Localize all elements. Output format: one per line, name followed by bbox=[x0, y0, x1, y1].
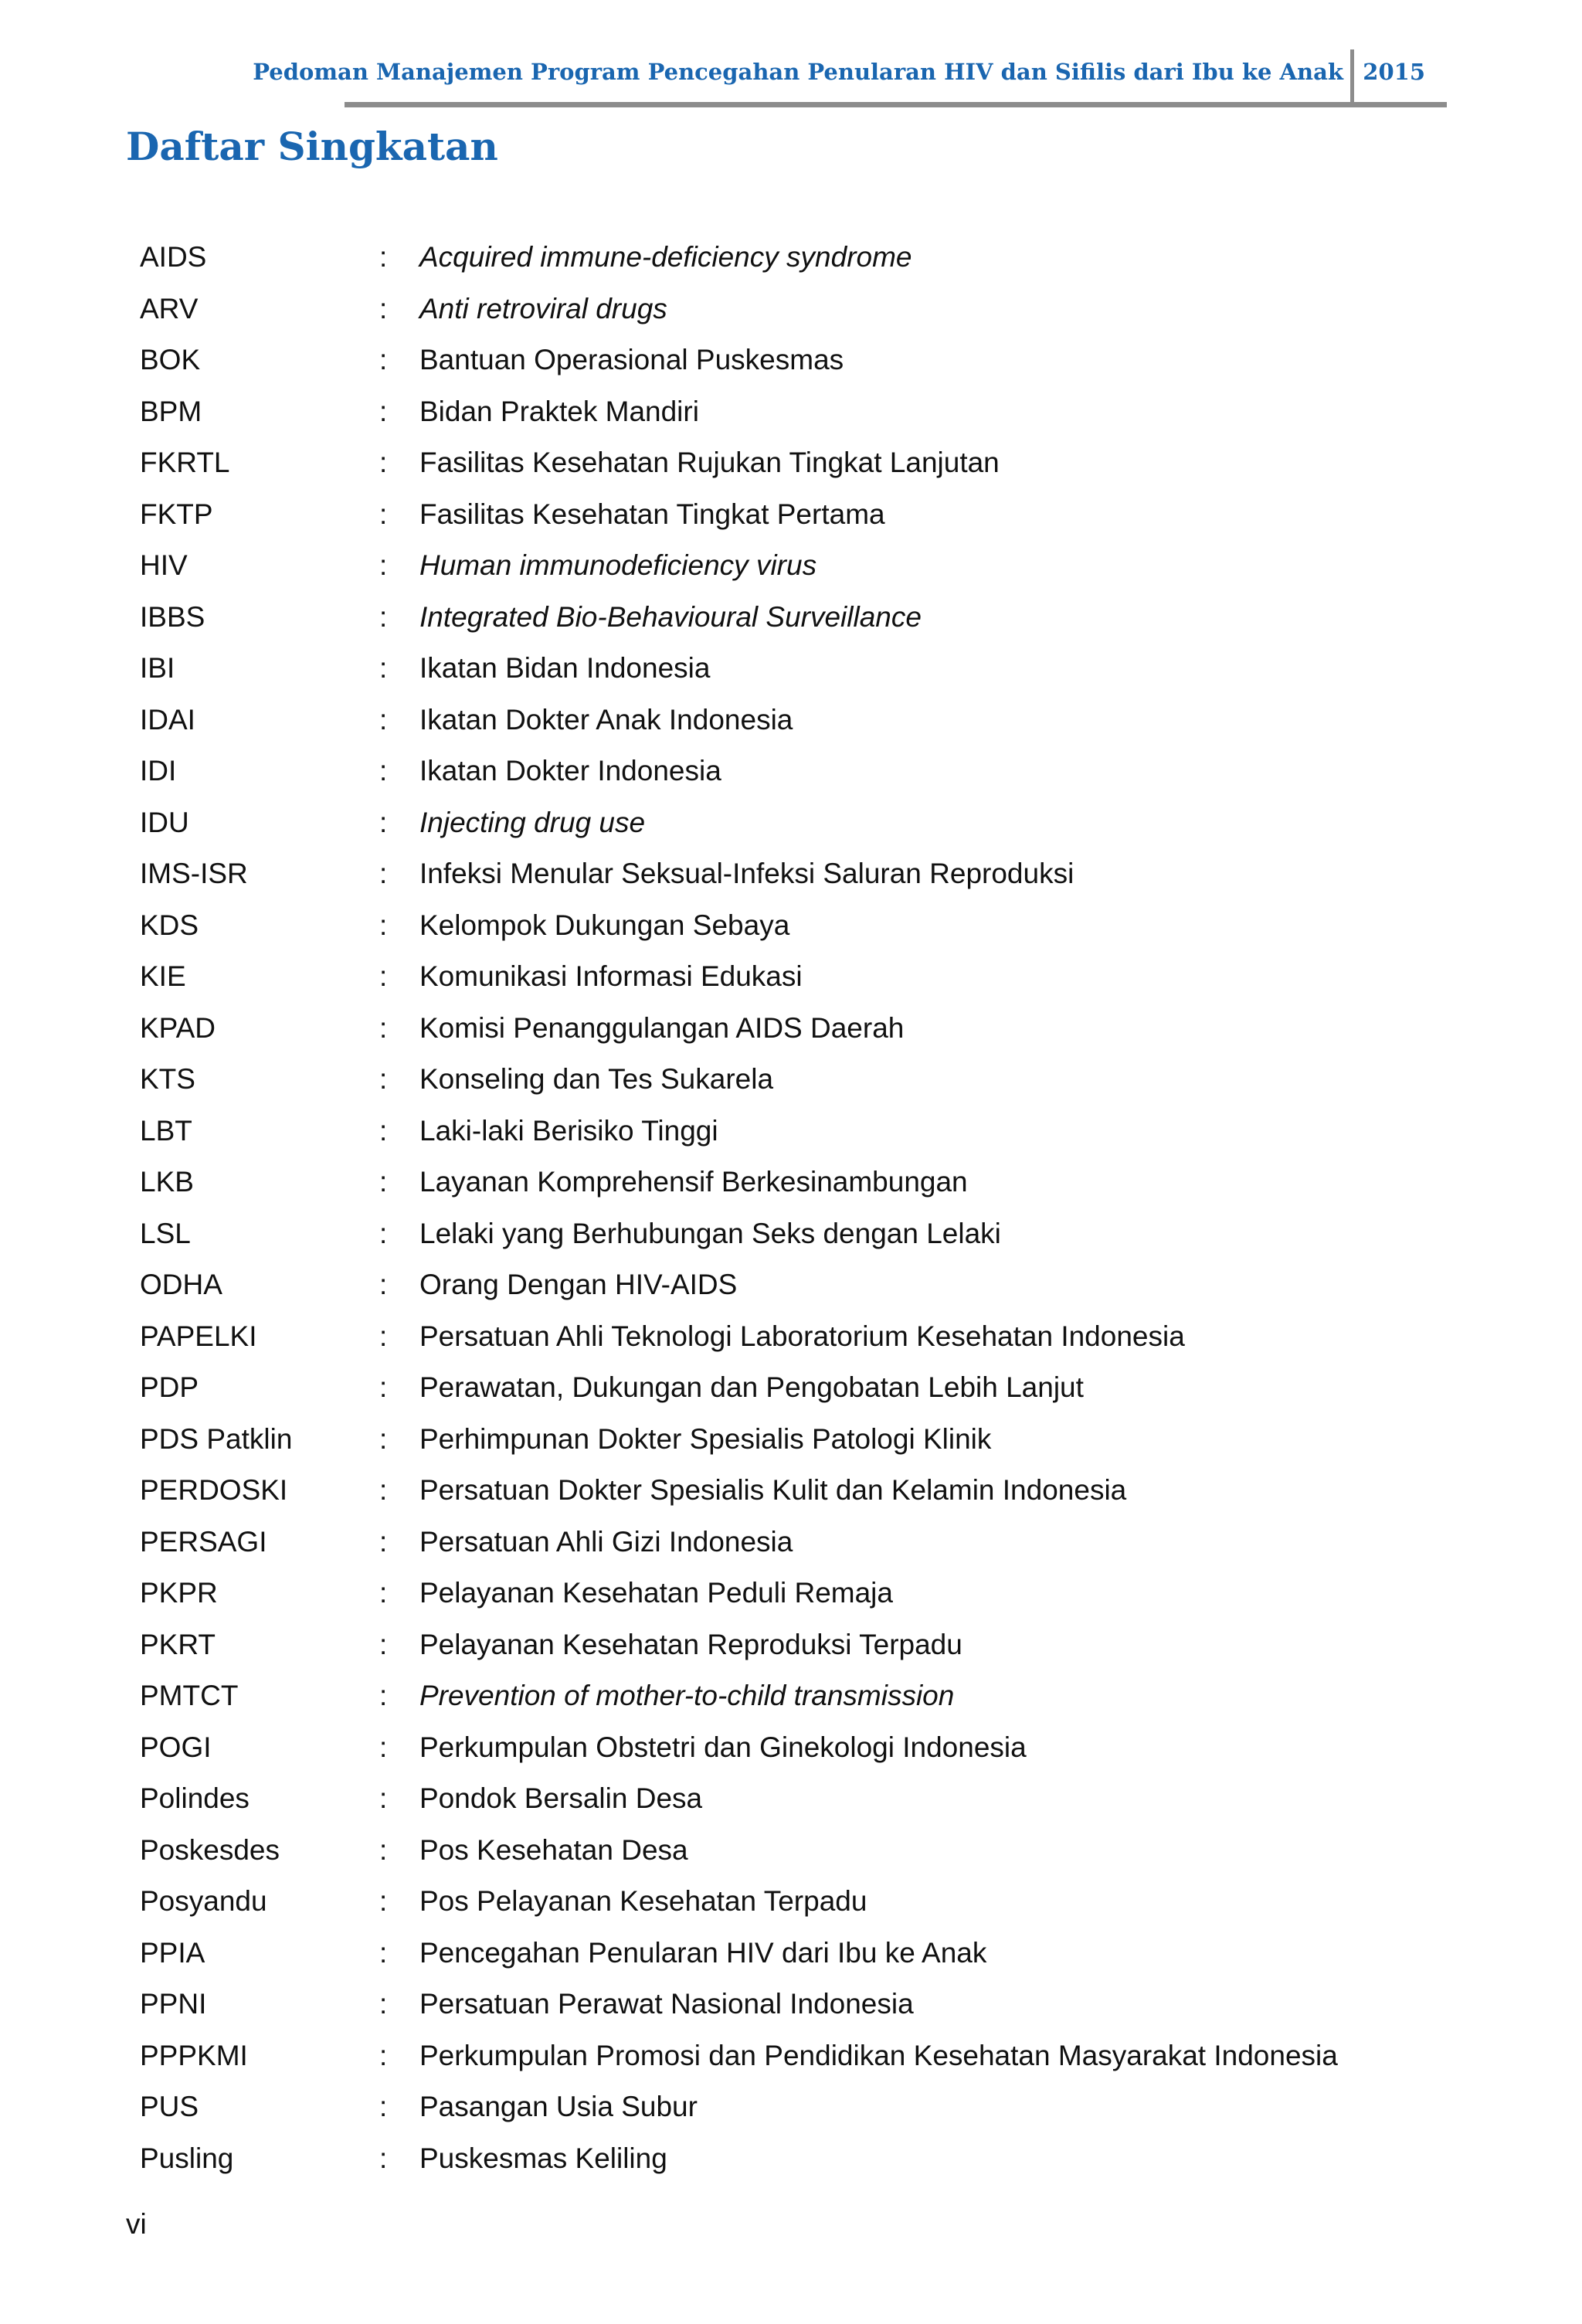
abbreviation-term: ARV bbox=[140, 292, 199, 324]
abbreviation-row bbox=[140, 1003, 1453, 1055]
abbreviation-separator: : bbox=[379, 960, 388, 993]
abbreviation-term: PPNI bbox=[140, 1988, 207, 2020]
abbreviation-term: ODHA bbox=[140, 1269, 222, 1301]
abbreviation-separator: : bbox=[379, 498, 388, 530]
abbreviation-term: IDAI bbox=[140, 703, 195, 736]
abbreviation-separator: : bbox=[379, 1320, 388, 1352]
abbreviation-row bbox=[140, 592, 1453, 644]
abbreviation-separator: : bbox=[379, 1833, 388, 1866]
abbreviation-term: PDS Patklin bbox=[140, 1422, 293, 1455]
abbreviation-definition: Persatuan Perawat Nasional Indonesia bbox=[419, 1988, 914, 2020]
abbreviation-term: KIE bbox=[140, 960, 186, 993]
abbreviation-term: LSL bbox=[140, 1217, 191, 1249]
abbreviation-separator: : bbox=[379, 1422, 388, 1455]
abbreviation-separator: : bbox=[379, 909, 388, 941]
abbreviation-row bbox=[140, 386, 1453, 438]
abbreviation-separator: : bbox=[379, 1525, 388, 1558]
abbreviation-definition: Ikatan Bidan Indonesia bbox=[419, 652, 711, 685]
abbreviation-separator: : bbox=[379, 1885, 388, 1918]
abbreviation-term: IDI bbox=[140, 755, 177, 787]
abbreviation-definition: Pelayanan Kesehatan Peduli Remaja bbox=[419, 1577, 893, 1609]
abbreviation-term: PERDOSKI bbox=[140, 1474, 288, 1507]
abbreviation-separator: : bbox=[379, 241, 388, 274]
abbreviation-row bbox=[140, 2133, 1453, 2185]
running-header-separator bbox=[1350, 49, 1354, 102]
abbreviation-row bbox=[140, 1619, 1453, 1671]
abbreviation-row bbox=[140, 1054, 1453, 1106]
running-header-title: Pedoman Manajemen Program Pencegahan Penularan HIV dan Sifilis dari Ibu ke Anak bbox=[253, 59, 1343, 85]
page-number: vi bbox=[126, 2208, 147, 2240]
abbreviation-definition: Layanan Komprehensif Berkesinambungan bbox=[419, 1166, 968, 1198]
abbreviation-term: POGI bbox=[140, 1731, 212, 1763]
running-header bbox=[253, 46, 1447, 108]
abbreviation-row bbox=[140, 2030, 1453, 2082]
abbreviation-definition: Pos Kesehatan Desa bbox=[419, 1833, 688, 1866]
abbreviation-row bbox=[140, 848, 1453, 900]
abbreviation-definition: Pondok Bersalin Desa bbox=[419, 1782, 703, 1815]
abbreviation-definition: Pelayanan Kesehatan Reproduksi Terpadu bbox=[419, 1628, 962, 1660]
abbreviation-row bbox=[140, 746, 1453, 797]
abbreviation-definition: Perkumpulan Obstetri dan Ginekologi Indonesia bbox=[419, 1731, 1027, 1763]
abbreviation-term: Posyandu bbox=[140, 1885, 267, 1918]
abbreviation-separator: : bbox=[379, 1217, 388, 1249]
abbreviation-term: PMTCT bbox=[140, 1680, 239, 1712]
abbreviation-term: PPPKMI bbox=[140, 2039, 248, 2071]
abbreviation-definition: Integrated Bio-Behavioural Surveillance bbox=[419, 600, 922, 633]
abbreviation-term: IBI bbox=[140, 652, 175, 685]
abbreviation-separator: : bbox=[379, 2039, 388, 2071]
abbreviation-definition: Kelompok Dukungan Sebaya bbox=[419, 909, 790, 941]
abbreviation-definition: Persatuan Ahli Gizi Indonesia bbox=[419, 1525, 793, 1558]
abbreviation-separator: : bbox=[379, 1680, 388, 1712]
abbreviation-separator: : bbox=[379, 755, 388, 787]
abbreviation-separator: : bbox=[379, 1577, 388, 1609]
abbreviation-definition: Komunikasi Informasi Edukasi bbox=[419, 960, 803, 993]
abbreviation-term: HIV bbox=[140, 549, 188, 582]
abbreviation-term: KPAD bbox=[140, 1011, 216, 1044]
abbreviation-definition: Bantuan Operasional Puskesmas bbox=[419, 344, 844, 376]
abbreviation-term: KTS bbox=[140, 1063, 195, 1096]
abbreviation-row bbox=[140, 1722, 1453, 1774]
abbreviation-definition: Infeksi Menular Seksual-Infeksi Saluran Reproduksi bbox=[419, 858, 1074, 890]
abbreviation-row bbox=[140, 1928, 1453, 1979]
abbreviation-definition: Laki-laki Berisiko Tinggi bbox=[419, 1114, 718, 1147]
abbreviation-row bbox=[140, 1208, 1453, 1260]
abbreviation-definition: Orang Dengan HIV-AIDS bbox=[419, 1269, 738, 1301]
abbreviation-row bbox=[140, 1825, 1453, 1877]
abbreviation-separator: : bbox=[379, 1474, 388, 1507]
abbreviation-separator: : bbox=[379, 395, 388, 427]
abbreviation-separator: : bbox=[379, 344, 388, 376]
abbreviation-definition: Injecting drug use bbox=[419, 806, 646, 838]
abbreviation-term: LBT bbox=[140, 1114, 192, 1147]
abbreviation-row bbox=[140, 232, 1453, 284]
abbreviation-term: IDU bbox=[140, 806, 189, 838]
abbreviation-row bbox=[140, 951, 1453, 1003]
abbreviation-separator: : bbox=[379, 652, 388, 685]
abbreviation-definition: Acquired immune-deficiency syndrome bbox=[419, 241, 912, 274]
abbreviation-definition: Perhimpunan Dokter Spesialis Patologi Klinik bbox=[419, 1422, 992, 1455]
abbreviation-separator: : bbox=[379, 1936, 388, 1969]
abbreviation-separator: : bbox=[379, 1782, 388, 1815]
abbreviation-row bbox=[140, 695, 1453, 746]
abbreviation-row bbox=[140, 335, 1453, 386]
abbreviation-definition: Pencegahan Penularan HIV dari Ibu ke Anak bbox=[419, 1936, 987, 1969]
abbreviation-row bbox=[140, 1876, 1453, 1928]
abbreviation-row bbox=[140, 900, 1453, 952]
abbreviation-definition: Komisi Penanggulangan AIDS Daerah bbox=[419, 1011, 905, 1044]
abbreviation-row bbox=[140, 1259, 1453, 1311]
abbreviation-separator: : bbox=[379, 549, 388, 582]
abbreviation-list bbox=[140, 232, 1453, 2184]
page-title: Daftar Singkatan bbox=[126, 124, 498, 169]
running-header-year: 2015 bbox=[1363, 59, 1425, 85]
abbreviation-term: AIDS bbox=[140, 241, 207, 274]
abbreviation-separator: : bbox=[379, 806, 388, 838]
abbreviation-separator: : bbox=[379, 2091, 388, 2123]
abbreviation-term: PKRT bbox=[140, 1628, 216, 1660]
abbreviation-definition: Human immunodeficiency virus bbox=[419, 549, 817, 582]
abbreviation-term: PPIA bbox=[140, 1936, 205, 1969]
abbreviation-definition: Puskesmas Keliling bbox=[419, 2142, 667, 2174]
abbreviation-term: Pusling bbox=[140, 2142, 234, 2174]
abbreviation-row bbox=[140, 643, 1453, 695]
abbreviation-separator: : bbox=[379, 858, 388, 890]
abbreviation-term: PERSAGI bbox=[140, 1525, 267, 1558]
abbreviation-term: KDS bbox=[140, 909, 199, 941]
abbreviation-separator: : bbox=[379, 1114, 388, 1147]
abbreviation-row bbox=[140, 1465, 1453, 1517]
abbreviation-separator: : bbox=[379, 703, 388, 736]
abbreviation-definition: Persatuan Dokter Spesialis Kulit dan Kelamin Indonesia bbox=[419, 1474, 1127, 1507]
abbreviation-term: BPM bbox=[140, 395, 202, 427]
abbreviation-row bbox=[140, 1979, 1453, 2030]
abbreviation-row bbox=[140, 1517, 1453, 1568]
abbreviation-definition: Perkumpulan Promosi dan Pendidikan Kesehatan Masyarakat Indonesia bbox=[419, 2039, 1338, 2071]
abbreviation-term: PAPELKI bbox=[140, 1320, 257, 1352]
abbreviation-term: FKRTL bbox=[140, 447, 230, 479]
abbreviation-row bbox=[140, 1362, 1453, 1414]
abbreviation-definition: Pos Pelayanan Kesehatan Terpadu bbox=[419, 1885, 867, 1918]
abbreviation-row bbox=[140, 1311, 1453, 1363]
abbreviation-separator: : bbox=[379, 1011, 388, 1044]
abbreviation-definition: Bidan Praktek Mandiri bbox=[419, 395, 699, 427]
abbreviation-row bbox=[140, 437, 1453, 489]
abbreviation-definition: Fasilitas Kesehatan Rujukan Tingkat Lanjutan bbox=[419, 447, 1000, 479]
abbreviation-row bbox=[140, 540, 1453, 592]
abbreviation-row bbox=[140, 797, 1453, 849]
abbreviation-term: IMS-ISR bbox=[140, 858, 248, 890]
abbreviation-definition: Anti retroviral drugs bbox=[419, 292, 667, 324]
abbreviation-row bbox=[140, 489, 1453, 541]
abbreviation-definition: Fasilitas Kesehatan Tingkat Pertama bbox=[419, 498, 885, 530]
abbreviation-term: BOK bbox=[140, 344, 201, 376]
abbreviation-separator: : bbox=[379, 1269, 388, 1301]
abbreviation-definition: Prevention of mother-to-child transmission bbox=[419, 1680, 955, 1712]
abbreviation-term: Polindes bbox=[140, 1782, 250, 1815]
abbreviation-definition: Lelaki yang Berhubungan Seks dengan Lelaki bbox=[419, 1217, 1001, 1249]
abbreviation-definition: Perawatan, Dukungan dan Pengobatan Lebih Lanjut bbox=[419, 1371, 1084, 1404]
abbreviation-row bbox=[140, 1414, 1453, 1466]
running-header-rule bbox=[345, 102, 1447, 107]
abbreviation-row bbox=[140, 1106, 1453, 1157]
abbreviation-separator: : bbox=[379, 1731, 388, 1763]
abbreviation-term: PUS bbox=[140, 2091, 199, 2123]
abbreviation-term: LKB bbox=[140, 1166, 194, 1198]
abbreviation-separator: : bbox=[379, 292, 388, 324]
abbreviation-separator: : bbox=[379, 447, 388, 479]
abbreviation-term: PKPR bbox=[140, 1577, 218, 1609]
abbreviation-definition: Pasangan Usia Subur bbox=[419, 2091, 698, 2123]
abbreviation-separator: : bbox=[379, 1371, 388, 1404]
abbreviation-row bbox=[140, 2081, 1453, 2133]
abbreviation-term: IBBS bbox=[140, 600, 205, 633]
abbreviation-term: FKTP bbox=[140, 498, 213, 530]
abbreviation-separator: : bbox=[379, 1166, 388, 1198]
abbreviation-separator: : bbox=[379, 1063, 388, 1096]
abbreviation-separator: : bbox=[379, 2142, 388, 2174]
abbreviation-term: Poskesdes bbox=[140, 1833, 280, 1866]
abbreviation-row bbox=[140, 1157, 1453, 1208]
abbreviation-definition: Konseling dan Tes Sukarela bbox=[419, 1063, 774, 1096]
abbreviation-row bbox=[140, 1568, 1453, 1619]
abbreviation-row bbox=[140, 1773, 1453, 1825]
abbreviation-separator: : bbox=[379, 600, 388, 633]
abbreviation-definition: Persatuan Ahli Teknologi Laboratorium Kesehatan Indonesia bbox=[419, 1320, 1185, 1352]
abbreviation-separator: : bbox=[379, 1988, 388, 2020]
abbreviation-row bbox=[140, 1670, 1453, 1722]
abbreviation-definition: Ikatan Dokter Indonesia bbox=[419, 755, 721, 787]
abbreviation-row bbox=[140, 284, 1453, 335]
abbreviation-term: PDP bbox=[140, 1371, 199, 1404]
abbreviation-separator: : bbox=[379, 1628, 388, 1660]
abbreviation-definition: Ikatan Dokter Anak Indonesia bbox=[419, 703, 793, 736]
